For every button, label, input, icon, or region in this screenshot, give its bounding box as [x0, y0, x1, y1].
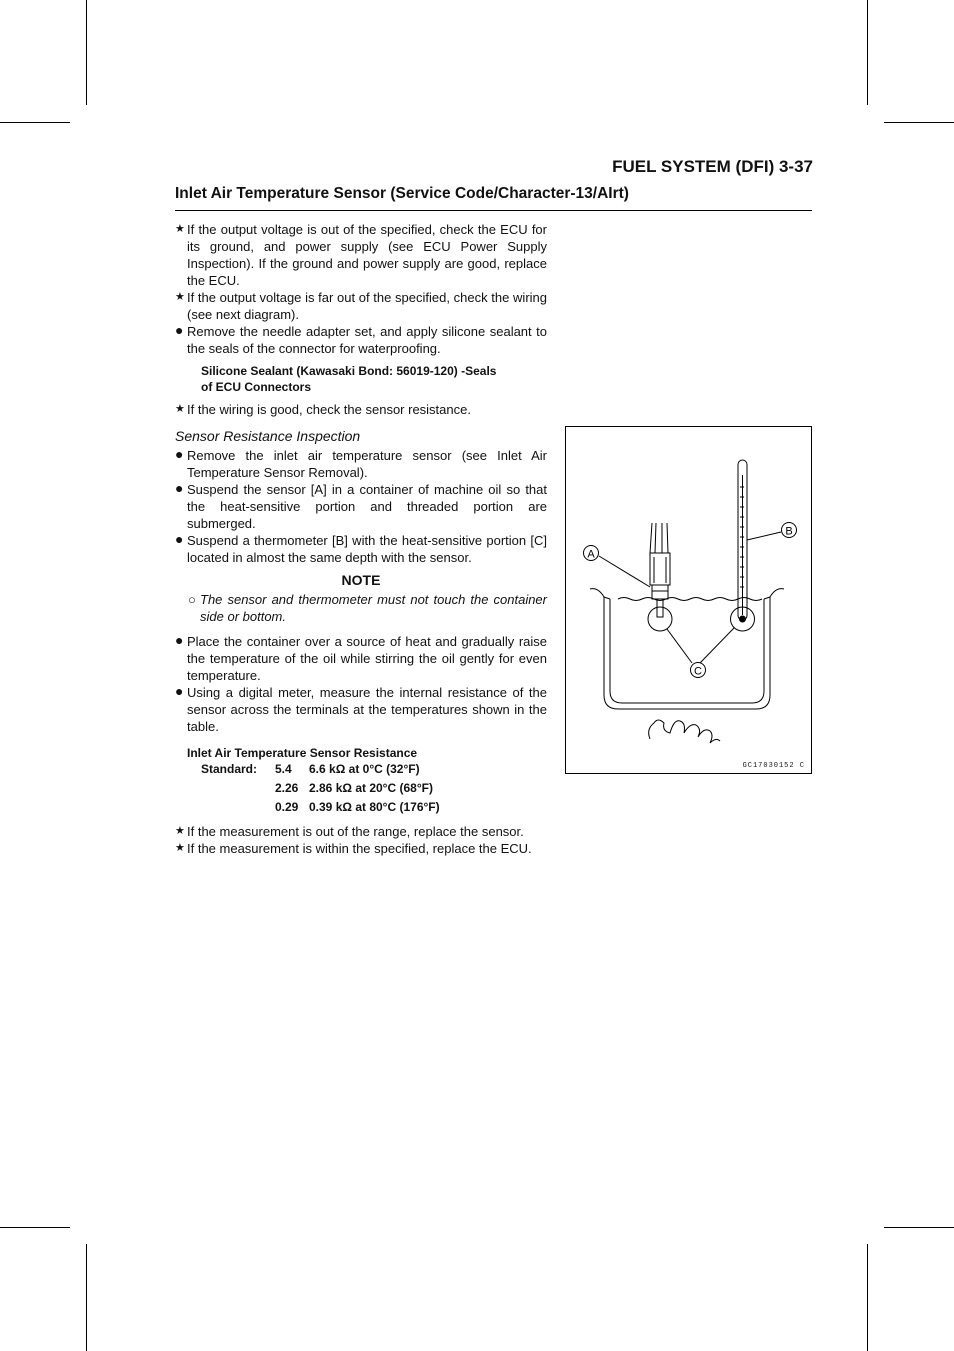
- resistance-row: [187, 799, 547, 815]
- sealant-line: of ECU Connectors: [201, 380, 312, 394]
- resistance-row: [187, 780, 547, 796]
- resistance-low: 5.4: [275, 762, 292, 776]
- star-marker: ★: [175, 291, 185, 303]
- resistance-spec: [187, 745, 547, 815]
- list-item: [175, 684, 547, 735]
- list-item: [175, 481, 547, 532]
- list-item: [175, 532, 547, 566]
- bullet-marker: ●: [175, 446, 184, 462]
- bullet-marker: ●: [175, 322, 184, 338]
- crop-mark: [867, 0, 868, 105]
- item-text: Suspend a thermometer [B] with the heat-sensitive portion [C] located in almost the same depth with the sensor.: [187, 533, 547, 565]
- callout-c: C: [694, 665, 702, 678]
- item-text: Place the container over a source of heat and gradually raise the temperature of the oil while stirring the oil gently for even temperature.: [187, 634, 547, 683]
- list-item: [175, 823, 547, 840]
- item-text: Remove the needle adapter set, and apply silicone sealant to the seals of the connector for waterproofing.: [187, 324, 547, 356]
- crop-mark: [884, 122, 954, 123]
- figure-code: GC17030152 C: [742, 762, 805, 770]
- leader-line-b: [747, 532, 781, 540]
- note-body: The sensor and thermometer must not touch the container side or bottom.: [200, 592, 547, 624]
- container-vessel: [590, 589, 784, 709]
- star-marker: ★: [175, 223, 185, 235]
- crop-mark: [86, 1244, 87, 1351]
- resistance-value: 0.39 kΩ at 80°C (176°F): [309, 800, 440, 814]
- crop-mark: [0, 122, 70, 123]
- callout-b: B: [785, 525, 793, 538]
- list-item: [175, 633, 547, 684]
- star-marker: ★: [175, 842, 185, 854]
- sealant-spec: [201, 363, 547, 395]
- item-text: Using a digital meter, measure the internal resistance of the sensor across the terminals at the temperatures shown in the table.: [187, 685, 547, 734]
- list-item: [175, 447, 547, 481]
- crop-mark: [867, 1244, 868, 1351]
- oil-surface-line: [618, 598, 762, 601]
- item-text: Suspend the sensor [A] in a container of machine oil so that the heat-sensitive portion and threaded portion are submerged.: [187, 482, 547, 531]
- item-text: If the output voltage is far out of the specified, check the wiring (see next diagram).: [187, 290, 547, 322]
- leader-line-c2: [700, 628, 734, 663]
- item-text: If the wiring is good, check the sensor resistance.: [187, 402, 471, 417]
- resistance-value: 2.86 kΩ at 20°C (68°F): [309, 781, 433, 795]
- bullet-marker: ●: [175, 480, 184, 496]
- temperature-sensor: [650, 523, 670, 617]
- sensor-tip-highlight: [648, 607, 672, 631]
- list-item: [175, 221, 547, 289]
- item-text: If the measurement is within the specified, replace the ECU.: [187, 841, 532, 856]
- list-item: [175, 401, 547, 418]
- item-text: If the measurement is out of the range, replace the sensor.: [187, 824, 524, 839]
- leader-line-c1: [667, 629, 692, 663]
- resistance-value: 6.6 kΩ at 0°C (32°F): [309, 762, 420, 776]
- heat-source-flame: [649, 720, 720, 743]
- resistance-row: [187, 761, 547, 777]
- bullet-marker: ●: [175, 683, 184, 699]
- title-rule: [175, 210, 812, 211]
- crop-mark: [86, 0, 87, 105]
- resistance-low: 2.26: [275, 781, 299, 795]
- bullet-marker: ●: [175, 531, 184, 547]
- standard-label: Standard:: [201, 762, 258, 776]
- star-marker: ★: [175, 403, 185, 415]
- callout-a: A: [587, 548, 595, 561]
- item-text: If the output voltage is out of the specified, check the ECU for its ground, and power supply (see ECU Power Supply Inspection). If the ground and power supply are good, replace the ECU.: [187, 222, 547, 288]
- list-item: [175, 323, 547, 357]
- section-title: Inlet Air Temperature Sensor (Service Code/Character-13/AIrt): [175, 185, 629, 202]
- star-marker: ★: [175, 825, 185, 837]
- running-header: FUEL SYSTEM (DFI) 3-37: [612, 157, 813, 176]
- note-title: NOTE: [341, 572, 381, 588]
- oil-bath-illustration: [566, 427, 811, 773]
- resistance-title: Inlet Air Temperature Sensor Resistance: [187, 746, 418, 760]
- subsection-title: Sensor Resistance Inspection: [175, 428, 361, 444]
- item-text: Remove the inlet air temperature sensor (see Inlet Air Temperature Sensor Removal).: [187, 448, 547, 480]
- sealant-line: Silicone Sealant (Kawasaki Bond: 56019-120) -Seals: [201, 364, 497, 378]
- leader-line-a: [599, 556, 650, 587]
- bullet-marker: ●: [175, 632, 184, 648]
- list-item: [175, 840, 547, 857]
- crop-mark: [884, 1227, 954, 1228]
- circle-marker: ○: [188, 592, 196, 607]
- note-text: [175, 591, 547, 625]
- resistance-low: 0.29: [275, 800, 299, 814]
- list-item: [175, 289, 547, 323]
- crop-mark: [0, 1227, 70, 1228]
- text-column: [175, 221, 547, 857]
- sensor-test-figure: [565, 426, 812, 774]
